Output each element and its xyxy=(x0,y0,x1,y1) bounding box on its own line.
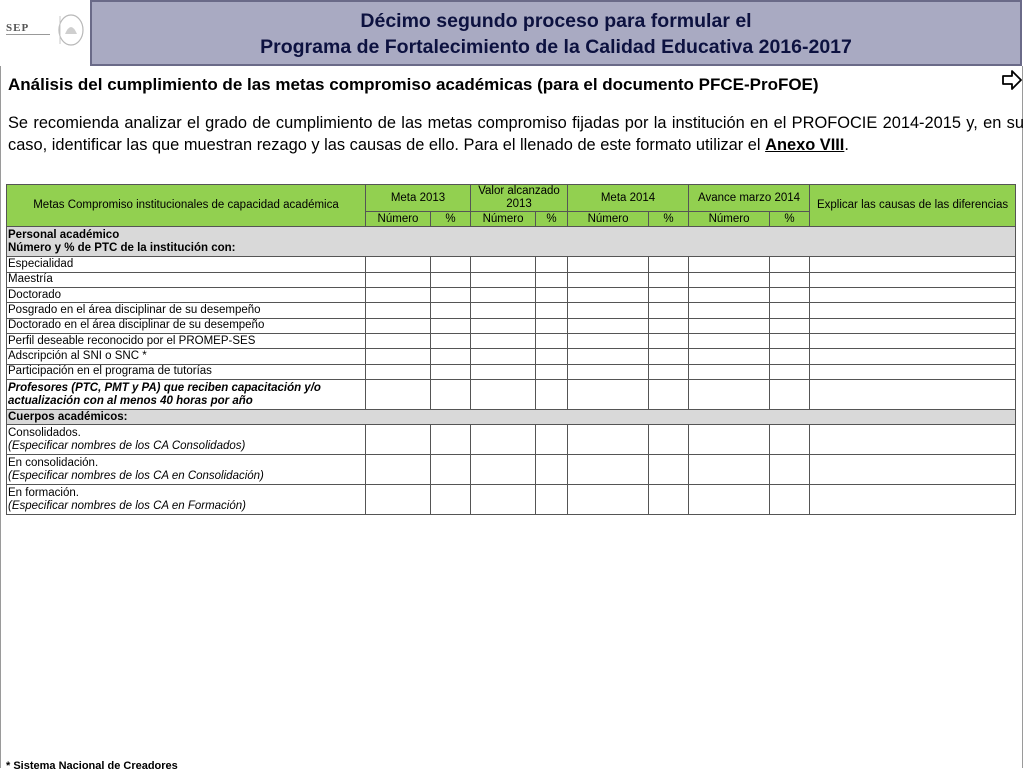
cell-input[interactable] xyxy=(689,349,770,364)
subheader-numero: Número xyxy=(689,212,770,227)
row-hint: (Especificar nombres de los CA Consolidados) xyxy=(8,439,246,452)
subheader-numero: Número xyxy=(471,212,536,227)
profesores-line2: actualización con al menos 40 horas por año xyxy=(8,394,253,407)
cell-input[interactable] xyxy=(471,272,536,287)
cell-input[interactable] xyxy=(366,425,431,455)
cell-input[interactable] xyxy=(689,364,770,379)
cell-input[interactable] xyxy=(366,349,431,364)
paragraph-end: . xyxy=(844,136,849,154)
cell-input[interactable] xyxy=(689,334,770,349)
cell-input[interactable] xyxy=(770,364,810,379)
cell-input[interactable] xyxy=(471,257,536,272)
table-row xyxy=(7,455,1016,485)
cell-input[interactable] xyxy=(810,349,1016,364)
table-row xyxy=(7,303,1016,318)
cell-input[interactable] xyxy=(366,334,431,349)
cell-input[interactable] xyxy=(471,425,536,455)
cell-input[interactable] xyxy=(536,303,568,318)
cell-input[interactable] xyxy=(536,380,568,410)
cell-input[interactable] xyxy=(366,257,431,272)
cell-input[interactable] xyxy=(649,303,689,318)
row-hint: (Especificar nombres de los CA en Consolidación) xyxy=(8,469,264,482)
cell-input[interactable] xyxy=(471,303,536,318)
section-row-personal xyxy=(7,227,1016,257)
cell-input[interactable] xyxy=(471,455,536,485)
cell-input[interactable] xyxy=(689,485,770,515)
table-row xyxy=(7,257,1016,272)
cell-input[interactable] xyxy=(568,364,649,379)
section-label-personal xyxy=(7,227,1016,257)
row-label-profesores xyxy=(7,380,366,410)
cell-input[interactable] xyxy=(568,349,649,364)
cell-input[interactable] xyxy=(810,318,1016,333)
subheader-numero: Número xyxy=(568,212,649,227)
cell-input[interactable] xyxy=(568,257,649,272)
cell-input[interactable] xyxy=(536,318,568,333)
row-label: Especialidad xyxy=(7,257,366,272)
anexo-viii-link[interactable]: Anexo VIII xyxy=(765,136,845,154)
cell-input[interactable] xyxy=(431,380,471,410)
table-row xyxy=(7,485,1016,515)
row-label: Posgrado en el área disciplinar de su desempeño xyxy=(7,303,366,318)
cell-input[interactable] xyxy=(366,364,431,379)
cell-input[interactable] xyxy=(536,455,568,485)
header-meta-2014: Meta 2014 xyxy=(568,185,689,212)
cell-input[interactable] xyxy=(471,349,536,364)
cell-input[interactable] xyxy=(770,257,810,272)
cell-input[interactable] xyxy=(431,455,471,485)
cell-input[interactable] xyxy=(689,272,770,287)
cell-input[interactable] xyxy=(770,288,810,303)
cell-input[interactable] xyxy=(689,257,770,272)
cell-input[interactable] xyxy=(536,349,568,364)
paragraph-text: Se recomienda analizar el grado de cumplimiento de las metas compromiso fijadas por la institución en el PROFOCIE 2014-2015 y, en su caso, identificar las que muestran rezago y las causas de ello. Para el llenado de este formato utilizar el xyxy=(8,114,1024,154)
cell-input[interactable] xyxy=(649,364,689,379)
cell-input[interactable] xyxy=(649,318,689,333)
cell-input[interactable] xyxy=(810,257,1016,272)
cell-input[interactable] xyxy=(770,380,810,410)
cell-input[interactable] xyxy=(649,380,689,410)
cell-input[interactable] xyxy=(366,318,431,333)
cell-input[interactable] xyxy=(649,349,689,364)
cell-input[interactable] xyxy=(366,455,431,485)
instructions-paragraph xyxy=(8,112,1024,156)
cell-input[interactable] xyxy=(471,364,536,379)
cell-input[interactable] xyxy=(810,380,1016,410)
cell-input[interactable] xyxy=(810,334,1016,349)
row-label: Doctorado en el área disciplinar de su desempeño xyxy=(7,318,366,333)
row-title: En consolidación. xyxy=(8,456,99,469)
cell-input[interactable] xyxy=(568,318,649,333)
cell-input[interactable] xyxy=(366,380,431,410)
section-subtitle: Número y % de PTC de la institución con: xyxy=(8,241,236,254)
cell-input[interactable] xyxy=(568,455,649,485)
subheader-pct: % xyxy=(431,212,471,227)
header-avance-2014: Avance marzo 2014 xyxy=(689,185,810,212)
sep-logo-text: SEP xyxy=(6,22,30,34)
cell-input[interactable] xyxy=(471,334,536,349)
subheader-pct: % xyxy=(649,212,689,227)
cell-input[interactable] xyxy=(536,272,568,287)
cell-input[interactable] xyxy=(649,288,689,303)
cell-input[interactable] xyxy=(536,288,568,303)
row-hint: (Especificar nombres de los CA en Formación) xyxy=(8,499,246,512)
cell-input[interactable] xyxy=(471,380,536,410)
row-title: En formación. xyxy=(8,486,79,499)
cell-input[interactable] xyxy=(689,425,770,455)
cell-input[interactable] xyxy=(689,303,770,318)
cell-input[interactable] xyxy=(770,303,810,318)
cell-input[interactable] xyxy=(770,349,810,364)
cell-input[interactable] xyxy=(689,380,770,410)
cell-input[interactable] xyxy=(366,272,431,287)
cell-input[interactable] xyxy=(810,288,1016,303)
row-label: Adscripción al SNI o SNC * xyxy=(7,349,366,364)
subheader-numero: Número xyxy=(366,212,431,227)
cell-input[interactable] xyxy=(366,485,431,515)
cell-input[interactable] xyxy=(649,485,689,515)
cell-input[interactable] xyxy=(431,318,471,333)
subheader-pct: % xyxy=(770,212,810,227)
cell-input[interactable] xyxy=(568,425,649,455)
profesores-line1: Profesores (PTC, PMT y PA) que reciben capacitación y/o xyxy=(8,381,321,394)
table-row xyxy=(7,288,1016,303)
cell-input[interactable] xyxy=(810,455,1016,485)
cell-input[interactable] xyxy=(810,364,1016,379)
cell-input[interactable] xyxy=(568,485,649,515)
table-row-profesores xyxy=(7,380,1016,410)
seal-icon xyxy=(56,12,86,48)
cell-input[interactable] xyxy=(536,364,568,379)
cell-input[interactable] xyxy=(431,257,471,272)
cell-input[interactable] xyxy=(536,257,568,272)
section-heading: Análisis del cumplimiento de las metas compromiso académicas (para el documento PFCE-ProFOE) xyxy=(8,75,819,94)
subheader-pct: % xyxy=(536,212,568,227)
cell-input[interactable] xyxy=(471,485,536,515)
cell-input[interactable] xyxy=(689,288,770,303)
table-row xyxy=(7,364,1016,379)
cell-input[interactable] xyxy=(431,303,471,318)
table-row xyxy=(7,334,1016,349)
row-label xyxy=(7,455,366,485)
cell-input[interactable] xyxy=(568,380,649,410)
header-metas: Metas Compromiso institucionales de capacidad académica xyxy=(7,185,366,227)
header-valor-2013: Valor alcanzado 2013 xyxy=(471,185,568,212)
cell-input[interactable] xyxy=(431,272,471,287)
cell-input[interactable] xyxy=(431,425,471,455)
next-arrow-icon[interactable] xyxy=(1001,70,1023,90)
cell-input[interactable] xyxy=(366,303,431,318)
section-label-cuerpos: Cuerpos académicos: xyxy=(7,410,1016,425)
table-row xyxy=(7,318,1016,333)
cell-input[interactable] xyxy=(471,288,536,303)
cell-input[interactable] xyxy=(536,485,568,515)
cell-input[interactable] xyxy=(568,303,649,318)
cell-input[interactable] xyxy=(810,485,1016,515)
cell-input[interactable] xyxy=(568,334,649,349)
cell-input[interactable] xyxy=(770,334,810,349)
cell-input[interactable] xyxy=(770,485,810,515)
table-header-row xyxy=(7,185,1016,212)
footnote: * Sistema Nacional de Creadores xyxy=(6,760,178,772)
cell-input[interactable] xyxy=(770,318,810,333)
cell-input[interactable] xyxy=(810,303,1016,318)
section-title: Personal académico xyxy=(8,228,120,241)
row-title: Consolidados. xyxy=(8,426,81,439)
cell-input[interactable] xyxy=(649,334,689,349)
cell-input[interactable] xyxy=(689,318,770,333)
sep-logo xyxy=(0,0,90,66)
cell-input[interactable] xyxy=(649,272,689,287)
cell-input[interactable] xyxy=(810,425,1016,455)
section-row-cuerpos xyxy=(7,410,1016,425)
table-row xyxy=(7,272,1016,287)
cell-input[interactable] xyxy=(431,288,471,303)
row-label: Perfil deseable reconocido por el PROMEP-SES xyxy=(7,334,366,349)
cell-input[interactable] xyxy=(366,288,431,303)
cell-input[interactable] xyxy=(568,272,649,287)
row-label: Participación en el programa de tutorías xyxy=(7,364,366,379)
cell-input[interactable] xyxy=(431,485,471,515)
table-row xyxy=(7,425,1016,455)
header-meta-2013: Meta 2013 xyxy=(366,185,471,212)
header-explicar: Explicar las causas de las diferencias xyxy=(810,185,1016,227)
cell-input[interactable] xyxy=(649,257,689,272)
table-row xyxy=(7,349,1016,364)
cell-input[interactable] xyxy=(568,288,649,303)
banner-title-line2: Programa de Fortalecimiento de la Calidad Educativa 2016-2017 xyxy=(260,36,852,58)
cell-input[interactable] xyxy=(649,455,689,485)
cell-input[interactable] xyxy=(431,334,471,349)
metas-table xyxy=(6,184,1016,515)
row-label xyxy=(7,485,366,515)
cell-input[interactable] xyxy=(770,425,810,455)
cell-input[interactable] xyxy=(471,318,536,333)
cell-input[interactable] xyxy=(431,349,471,364)
cell-input[interactable] xyxy=(431,364,471,379)
cell-input[interactable] xyxy=(649,425,689,455)
cell-input[interactable] xyxy=(536,425,568,455)
row-label: Doctorado xyxy=(7,288,366,303)
cell-input[interactable] xyxy=(536,334,568,349)
logo-underline xyxy=(6,34,50,35)
row-label: Maestría xyxy=(7,272,366,287)
cell-input[interactable] xyxy=(810,272,1016,287)
row-label xyxy=(7,425,366,455)
cell-input[interactable] xyxy=(689,455,770,485)
banner-title-line1: Décimo segundo proceso para formular el xyxy=(360,10,752,32)
title-banner xyxy=(90,0,1022,66)
cell-input[interactable] xyxy=(770,455,810,485)
cell-input[interactable] xyxy=(770,272,810,287)
